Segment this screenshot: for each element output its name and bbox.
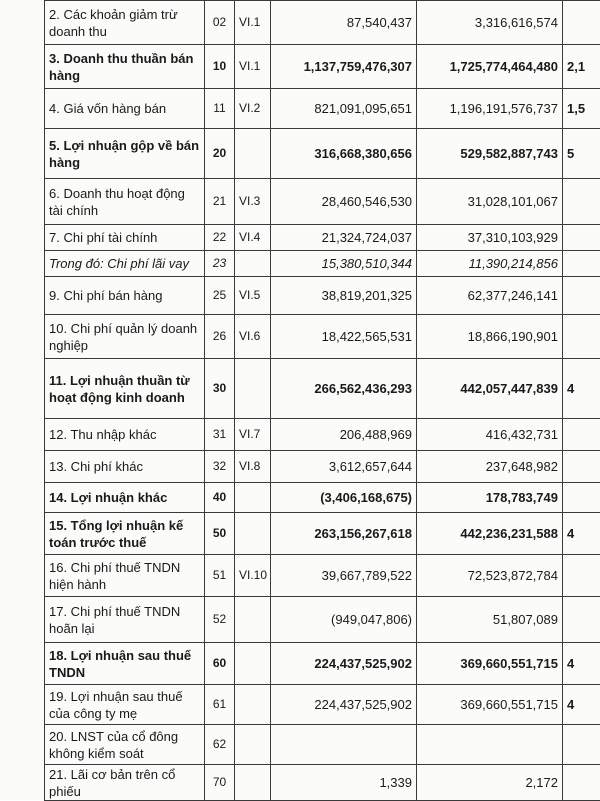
previous-period-value: 2,172 xyxy=(417,765,563,801)
current-period-value: 15,380,510,344 xyxy=(271,251,417,277)
line-item-code: 70 xyxy=(205,765,235,801)
cropped-column-value: 4 xyxy=(563,513,600,555)
table-row xyxy=(45,225,600,251)
line-item-label: 13. Chi phí khác xyxy=(45,451,205,483)
table-row xyxy=(45,513,600,555)
line-item-code: 50 xyxy=(205,513,235,555)
line-item-label: 3. Doanh thu thuần bán hàng xyxy=(45,45,205,89)
cropped-column-value: 4 xyxy=(563,359,600,419)
line-item-label: 11. Lợi nhuận thuần từ hoạt động kinh doanh xyxy=(45,359,205,419)
line-item-note: VI.4 xyxy=(235,225,271,251)
table-row xyxy=(45,483,600,513)
line-item-code: 51 xyxy=(205,555,235,597)
current-period-value: 1,137,759,476,307 xyxy=(271,45,417,89)
cropped-column-value xyxy=(563,451,600,483)
previous-period-value: 416,432,731 xyxy=(417,419,563,451)
current-period-value xyxy=(271,725,417,765)
line-item-label: 12. Thu nhập khác xyxy=(45,419,205,451)
table-row xyxy=(45,419,600,451)
line-item-note xyxy=(235,685,271,725)
line-item-code: 26 xyxy=(205,315,235,359)
table-row xyxy=(45,1,600,45)
current-period-value: 87,540,437 xyxy=(271,1,417,45)
previous-period-value: 442,057,447,839 xyxy=(417,359,563,419)
line-item-code: 10 xyxy=(205,45,235,89)
previous-period-value: 529,582,887,743 xyxy=(417,129,563,179)
cropped-column-value xyxy=(563,597,600,643)
previous-period-value: 369,660,551,715 xyxy=(417,643,563,685)
previous-period-value: 51,807,089 xyxy=(417,597,563,643)
table-row xyxy=(45,45,600,89)
previous-period-value: 37,310,103,929 xyxy=(417,225,563,251)
table-row xyxy=(45,451,600,483)
current-period-value: 39,667,789,522 xyxy=(271,555,417,597)
line-item-label: 17. Chi phí thuế TNDN hoãn lại xyxy=(45,597,205,643)
current-period-value: 21,324,724,037 xyxy=(271,225,417,251)
line-item-label: Trong đó: Chi phí lãi vay xyxy=(45,251,205,277)
line-item-note xyxy=(235,359,271,419)
cropped-column-value xyxy=(563,225,600,251)
cropped-column-value xyxy=(563,277,600,315)
line-item-note: VI.3 xyxy=(235,179,271,225)
line-item-label: 9. Chi phí bán hàng xyxy=(45,277,205,315)
line-item-label: 20. LNST của cổ đông không kiểm soát xyxy=(45,725,205,765)
line-item-note: VI.1 xyxy=(235,45,271,89)
income-statement-body xyxy=(45,1,600,801)
previous-period-value: 18,866,190,901 xyxy=(417,315,563,359)
line-item-note xyxy=(235,513,271,555)
current-period-value: 224,437,525,902 xyxy=(271,685,417,725)
table-row xyxy=(45,725,600,765)
current-period-value: 263,156,267,618 xyxy=(271,513,417,555)
line-item-note: VI.6 xyxy=(235,315,271,359)
cropped-column-value xyxy=(563,483,600,513)
cropped-column-value: 1,5 xyxy=(563,89,600,129)
current-period-value: 206,488,969 xyxy=(271,419,417,451)
cropped-column-value: 4 xyxy=(563,643,600,685)
table-row xyxy=(45,359,600,419)
line-item-code: 23 xyxy=(205,251,235,277)
line-item-note xyxy=(235,643,271,685)
cropped-column-value: 2,1 xyxy=(563,45,600,89)
line-item-note: VI.2 xyxy=(235,89,271,129)
cropped-column-value xyxy=(563,419,600,451)
line-item-code: 62 xyxy=(205,725,235,765)
previous-period-value: 369,660,551,715 xyxy=(417,685,563,725)
cropped-column-value xyxy=(563,555,600,597)
income-statement-table xyxy=(44,0,600,801)
current-period-value: 224,437,525,902 xyxy=(271,643,417,685)
previous-period-value: 1,725,774,464,480 xyxy=(417,45,563,89)
table-row xyxy=(45,277,600,315)
table-row xyxy=(45,179,600,225)
table-row xyxy=(45,643,600,685)
line-item-note: VI.8 xyxy=(235,451,271,483)
current-period-value: 266,562,436,293 xyxy=(271,359,417,419)
current-period-value: (3,406,168,675) xyxy=(271,483,417,513)
current-period-value: 18,422,565,531 xyxy=(271,315,417,359)
cropped-column-value xyxy=(563,725,600,765)
line-item-note xyxy=(235,597,271,643)
table-row xyxy=(45,555,600,597)
previous-period-value: 62,377,246,141 xyxy=(417,277,563,315)
line-item-label: 16. Chi phí thuế TNDN hiện hành xyxy=(45,555,205,597)
current-period-value: 316,668,380,656 xyxy=(271,129,417,179)
line-item-label: 10. Chi phí quản lý doanh nghiệp xyxy=(45,315,205,359)
line-item-code: 52 xyxy=(205,597,235,643)
table-row xyxy=(45,315,600,359)
previous-period-value: 237,648,982 xyxy=(417,451,563,483)
line-item-note xyxy=(235,129,271,179)
line-item-note: VI.5 xyxy=(235,277,271,315)
previous-period-value: 11,390,214,856 xyxy=(417,251,563,277)
table-row xyxy=(45,89,600,129)
line-item-label: 7. Chi phí tài chính xyxy=(45,225,205,251)
line-item-label: 19. Lợi nhuận sau thuế của công ty mẹ xyxy=(45,685,205,725)
line-item-code: 31 xyxy=(205,419,235,451)
line-item-code: 11 xyxy=(205,89,235,129)
cropped-column-value: 4 xyxy=(563,685,600,725)
cropped-column-value: 5 xyxy=(563,129,600,179)
line-item-label: 5. Lợi nhuận gộp về bán hàng xyxy=(45,129,205,179)
previous-period-value xyxy=(417,725,563,765)
line-item-code: 22 xyxy=(205,225,235,251)
line-item-note xyxy=(235,765,271,801)
line-item-code: 60 xyxy=(205,643,235,685)
line-item-code: 61 xyxy=(205,685,235,725)
line-item-note xyxy=(235,251,271,277)
previous-period-value: 1,196,191,576,737 xyxy=(417,89,563,129)
current-period-value: 821,091,095,651 xyxy=(271,89,417,129)
cropped-column-value xyxy=(563,1,600,45)
table-row xyxy=(45,597,600,643)
cropped-column-value xyxy=(563,765,600,801)
line-item-code: 30 xyxy=(205,359,235,419)
line-item-note: VI.1 xyxy=(235,1,271,45)
table-row xyxy=(45,685,600,725)
current-period-value: 28,460,546,530 xyxy=(271,179,417,225)
table-row xyxy=(45,765,600,801)
previous-period-value: 442,236,231,588 xyxy=(417,513,563,555)
line-item-note xyxy=(235,483,271,513)
previous-period-value: 178,783,749 xyxy=(417,483,563,513)
line-item-label: 14. Lợi nhuận khác xyxy=(45,483,205,513)
line-item-code: 40 xyxy=(205,483,235,513)
line-item-code: 20 xyxy=(205,129,235,179)
line-item-note xyxy=(235,725,271,765)
line-item-code: 02 xyxy=(205,1,235,45)
table-row xyxy=(45,129,600,179)
current-period-value: 1,339 xyxy=(271,765,417,801)
line-item-code: 25 xyxy=(205,277,235,315)
line-item-note: VI.10 xyxy=(235,555,271,597)
line-item-label: 18. Lợi nhuận sau thuế TNDN xyxy=(45,643,205,685)
cropped-column-value xyxy=(563,315,600,359)
previous-period-value: 3,316,616,574 xyxy=(417,1,563,45)
current-period-value: 38,819,201,325 xyxy=(271,277,417,315)
cropped-column-value xyxy=(563,251,600,277)
line-item-code: 21 xyxy=(205,179,235,225)
line-item-label: 2. Các khoản giảm trừ doanh thu xyxy=(45,1,205,45)
line-item-label: 21. Lãi cơ bản trên cổ phiếu xyxy=(45,765,205,801)
cropped-column-value xyxy=(563,179,600,225)
line-item-code: 32 xyxy=(205,451,235,483)
current-period-value: 3,612,657,644 xyxy=(271,451,417,483)
line-item-label: 4. Giá vốn hàng bán xyxy=(45,89,205,129)
previous-period-value: 31,028,101,067 xyxy=(417,179,563,225)
line-item-label: 15. Tổng lợi nhuận kế toán trước thuế xyxy=(45,513,205,555)
line-item-note: VI.7 xyxy=(235,419,271,451)
previous-period-value: 72,523,872,784 xyxy=(417,555,563,597)
line-item-label: 6. Doanh thu hoạt động tài chính xyxy=(45,179,205,225)
current-period-value: (949,047,806) xyxy=(271,597,417,643)
table-row xyxy=(45,251,600,277)
